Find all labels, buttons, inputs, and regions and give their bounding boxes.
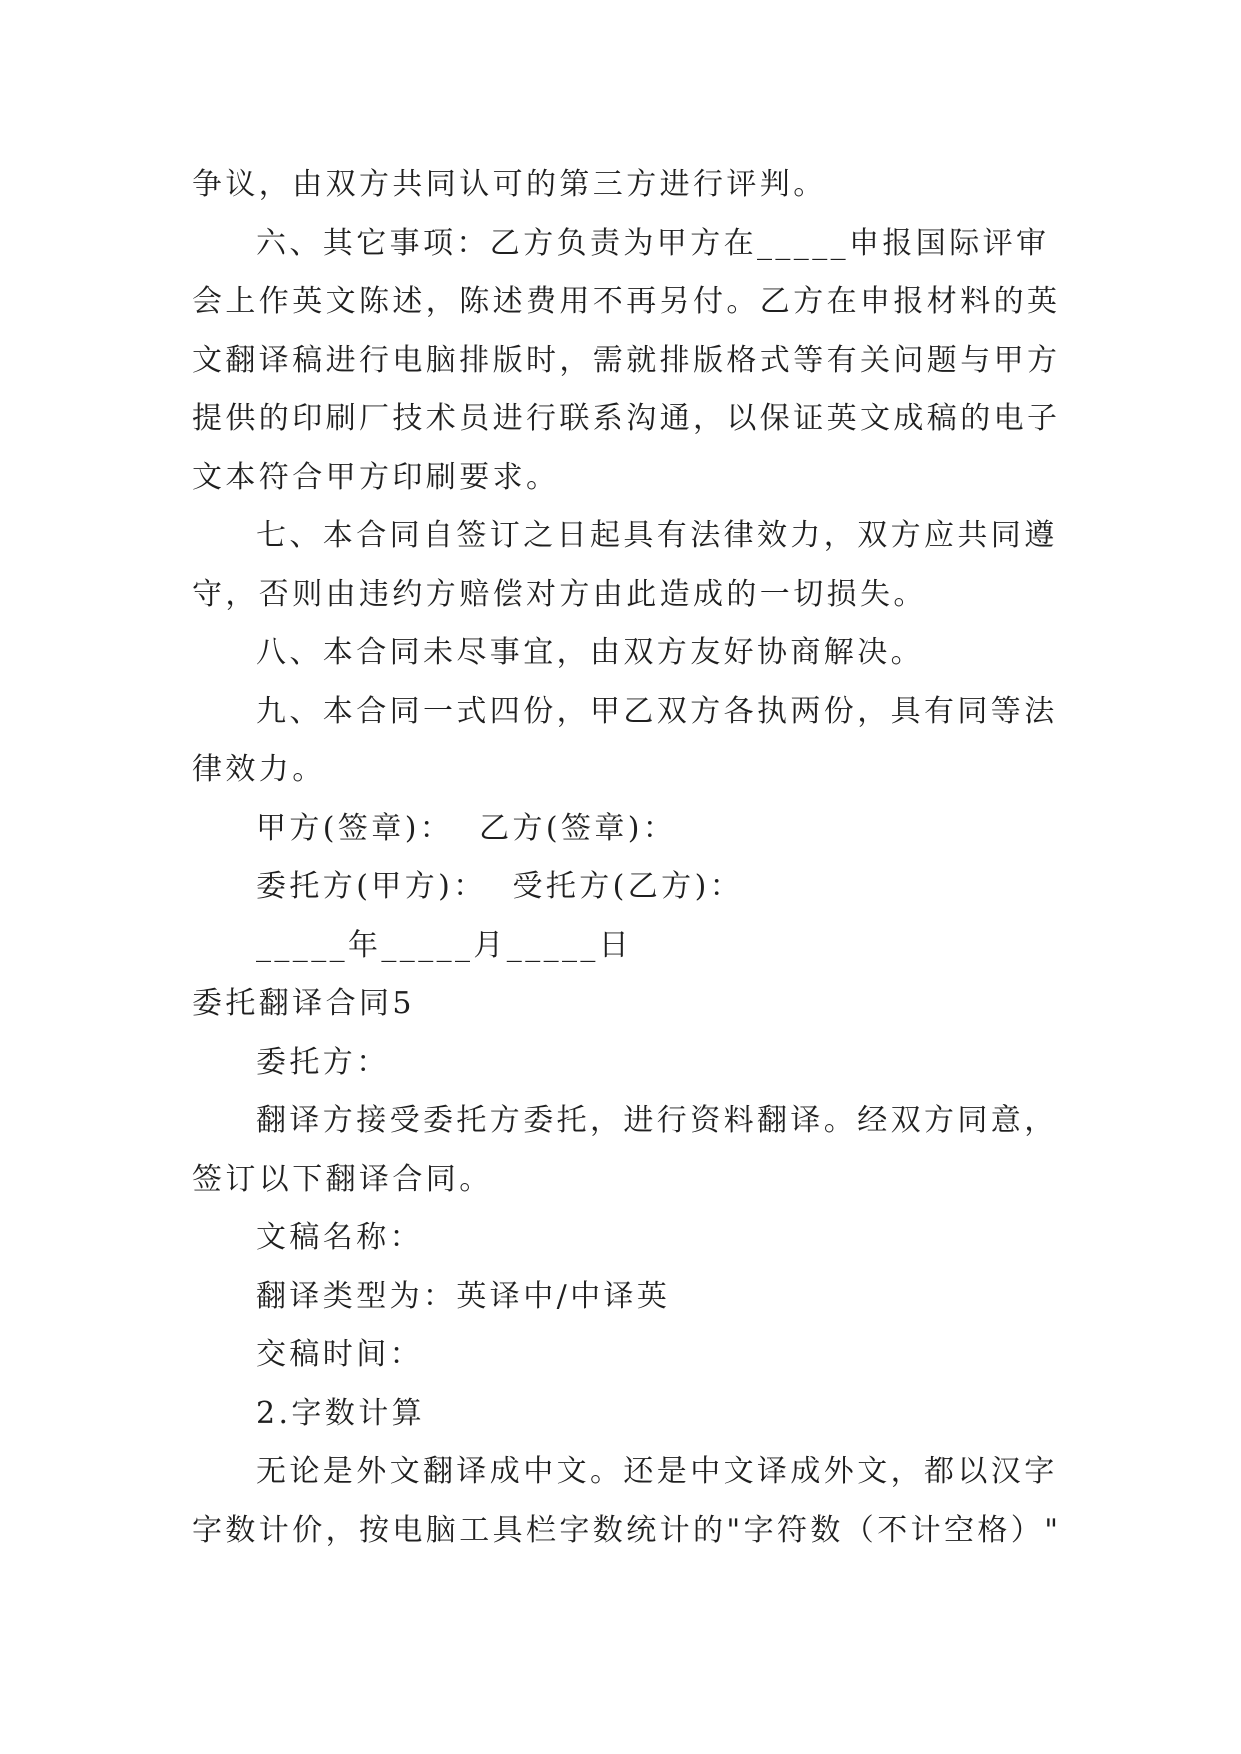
paragraph-line: 会上作英文陈述，陈述费用不再另付。乙方在申报材料的英 [192, 284, 1061, 319]
paragraph-line: 交稿时间： [256, 1337, 423, 1372]
paragraph-line: 六、其它事项：乙方负责为甲方在_____申报国际评审 [256, 225, 1050, 261]
paragraph-line: 律效力。 [192, 752, 326, 787]
paragraph-line: 文翻译稿进行电脑排版时，需就排版格式等有关问题与甲方 [192, 342, 1061, 378]
paragraph-line: 九、本合同一式四份，甲乙双方各执两份，具有同等法 [256, 693, 1058, 729]
paragraph-line: 争议，由双方共同认可的第三方进行评判。 [192, 167, 827, 202]
signature-line: 甲方(签章)： 乙方(签章)： [256, 810, 677, 846]
paragraph-line: 翻译类型为：英译中/中译英 [256, 1278, 671, 1314]
paragraph-line: 字数计价，按电脑工具栏字数统计的"字符数（不计空格）" [192, 1512, 1062, 1548]
signature-line: 委托方(甲方)： 受托方(乙方)： [256, 869, 744, 904]
paragraph-line: 提供的印刷厂技术员进行联系沟通，以保证英文成稿的电子 [192, 401, 1061, 436]
subsection-heading: 2.字数计算 [256, 1395, 426, 1431]
paragraph-line: 文本符合甲方印刷要求。 [192, 459, 560, 495]
paragraph-line: 翻译方接受委托方委托，进行资料翻译。经双方同意， [256, 1103, 1058, 1138]
paragraph-line: 文稿名称： [256, 1220, 423, 1255]
paragraph-line: 七、本合同自签订之日起具有法律效力，双方应共同遵 [256, 518, 1058, 553]
date-line: _____年_____月_____日 [256, 927, 633, 963]
paragraph-line: 委托方： [256, 1044, 390, 1080]
paragraph-line: 守，否则由违约方赔偿对方由此造成的一切损失。 [192, 576, 927, 612]
document-body [192, 156, 1072, 1560]
paragraph-line: 八、本合同未尽事宜，由双方友好协商解决。 [256, 635, 924, 670]
paragraph-line: 签订以下翻译合同。 [192, 1161, 493, 1197]
paragraph-line: 无论是外文翻译成中文。还是中文译成外文，都以汉字 [256, 1454, 1058, 1489]
section-title: 委托翻译合同5 [192, 986, 415, 1021]
